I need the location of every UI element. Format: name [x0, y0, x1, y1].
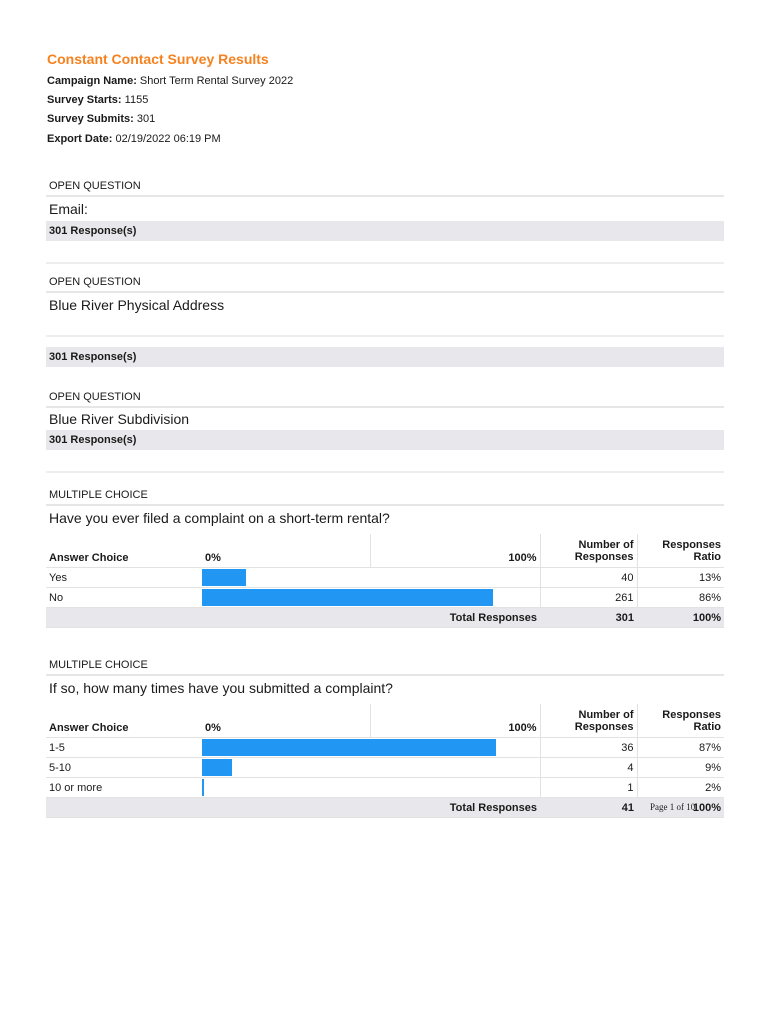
open-question-address [46, 274, 724, 367]
campaign-name-label: Campaign Name: [47, 75, 137, 87]
response-count: 1 [540, 778, 637, 798]
bar-cell [202, 588, 540, 608]
header-line: Responses [574, 550, 634, 563]
results-table [46, 704, 724, 818]
response-count: 261 [540, 588, 637, 608]
divider [46, 471, 724, 473]
question-text: Email: [49, 201, 88, 217]
report-title: Constant Contact Survey Results [47, 51, 269, 67]
results-table [46, 534, 724, 628]
total-label: Total Responses [46, 798, 540, 818]
answer-label: 1-5 [46, 738, 202, 758]
response-count: 4 [540, 758, 637, 778]
total-ratio: 100% [637, 608, 724, 628]
page-number: Page 1 of 10 [650, 802, 696, 812]
total-row [46, 608, 724, 628]
header-line: Number of [578, 708, 634, 721]
survey-submits-label: Survey Submits: [47, 113, 134, 125]
question-text: Have you ever filed a complaint on a short-term rental? [49, 510, 390, 526]
answer-label: 5-10 [46, 758, 202, 778]
table-header-row [46, 534, 724, 568]
response-count: 301 Response(s) [46, 221, 724, 241]
total-count: 41 [540, 798, 637, 818]
table-row [46, 568, 724, 588]
table-header-row [46, 704, 724, 738]
bar-cell [202, 758, 540, 778]
table-row [46, 738, 724, 758]
answer-label: Yes [46, 568, 202, 588]
survey-starts-label: Survey Starts: [47, 94, 122, 106]
response-ratio: 9% [637, 758, 724, 778]
table-row [46, 778, 724, 798]
response-count: 301 Response(s) [46, 347, 724, 367]
export-date-label: Export Date: [47, 133, 113, 145]
total-count: 301 [540, 608, 637, 628]
open-question-email [46, 178, 724, 264]
total-ratio-cell [637, 798, 724, 818]
response-bar [202, 759, 232, 776]
table-row [46, 758, 724, 778]
zero-percent-label: 0% [202, 534, 370, 568]
campaign-name [47, 75, 293, 87]
answer-label: No [46, 588, 202, 608]
question-type: MULTIPLE CHOICE [49, 489, 148, 501]
export-date [47, 133, 221, 145]
answer-choice-header: Answer Choice [46, 704, 202, 738]
survey-submits-value: 301 [136, 113, 156, 125]
question-type: MULTIPLE CHOICE [49, 659, 148, 671]
header-line: Responses [662, 708, 721, 721]
response-count: 40 [540, 568, 637, 588]
response-bar [202, 569, 246, 586]
open-question-subdivision [46, 389, 724, 473]
header-line: Ratio [693, 720, 721, 733]
header-line: Ratio [693, 550, 721, 563]
question-type: OPEN QUESTION [49, 276, 141, 288]
total-ratio: 100% [692, 801, 721, 814]
survey-starts [47, 94, 148, 106]
answer-choice-header: Answer Choice [46, 534, 202, 568]
response-count: 36 [540, 738, 637, 758]
table-row [46, 588, 724, 608]
response-ratio: 2% [637, 778, 724, 798]
total-label: Total Responses [46, 608, 540, 628]
question-type: OPEN QUESTION [49, 180, 141, 192]
mc-question-times-submitted [46, 657, 724, 818]
bar-cell [202, 568, 540, 588]
export-date-value: 02/19/2022 06:19 PM [115, 133, 221, 145]
bar-cell [202, 778, 540, 798]
question-text: If so, how many times have you submitted a complaint? [49, 680, 393, 696]
header-line: Number of [578, 538, 634, 551]
mc-question-filed-complaint [46, 487, 724, 628]
response-bar [202, 589, 493, 606]
number-of-responses-header [540, 704, 637, 738]
response-ratio: 87% [637, 738, 724, 758]
question-text: Blue River Physical Address [49, 297, 225, 313]
response-ratio: 86% [637, 588, 724, 608]
hundred-percent-label: 100% [370, 534, 540, 568]
total-row [46, 798, 724, 818]
header-line: Responses [574, 720, 634, 733]
response-bar [202, 779, 204, 796]
question-text: Blue River Subdivision [49, 411, 190, 427]
number-of-responses-header [540, 534, 637, 568]
divider [46, 262, 724, 264]
campaign-name-value: Short Term Rental Survey 2022 [139, 75, 294, 87]
survey-submits [47, 113, 155, 125]
hundred-percent-label: 100% [370, 704, 540, 738]
response-count: 301 Response(s) [46, 430, 724, 450]
response-bar [202, 739, 496, 756]
answer-label: 10 or more [46, 778, 202, 798]
bar-cell [202, 738, 540, 758]
survey-starts-value: 1155 [124, 94, 149, 106]
responses-ratio-header [637, 534, 724, 568]
zero-percent-label: 0% [202, 704, 370, 738]
responses-ratio-header [637, 704, 724, 738]
question-type: OPEN QUESTION [49, 391, 141, 403]
header-line: Responses [662, 538, 721, 551]
response-ratio: 13% [637, 568, 724, 588]
